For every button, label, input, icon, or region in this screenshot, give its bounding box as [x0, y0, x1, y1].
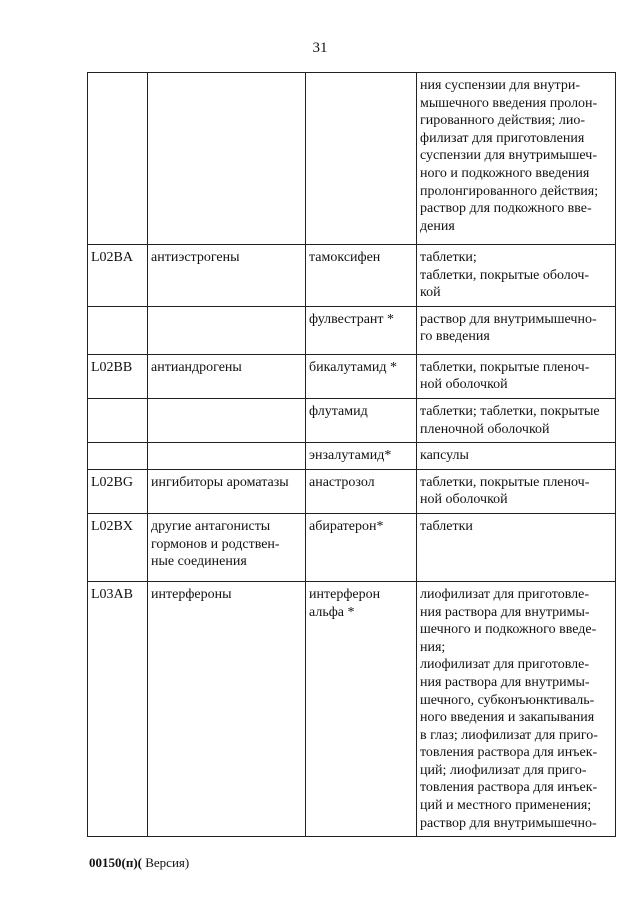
dosage-form-line: кой: [420, 285, 441, 301]
document-footer: [89, 855, 189, 871]
table-row: [88, 469, 616, 513]
drug-name-cell: интерферон альфа *: [306, 581, 417, 836]
footer-label: Версия): [141, 855, 190, 870]
atc-code-cell: L03AB: [88, 581, 148, 836]
dosage-forms-cell: [417, 245, 616, 307]
group-name-cell: ингибиторы ароматазы: [148, 469, 306, 513]
table-row: [88, 513, 616, 581]
group-name-cell: другие антагонисты гормонов и родствен-ные соединения: [148, 513, 306, 581]
group-name-cell: [148, 398, 306, 442]
dosage-form-line: ций и местного применения;: [420, 798, 592, 814]
drug-name-cell: флутамид: [306, 398, 417, 442]
dosage-form-line: раствор для подкожного вве-: [420, 201, 592, 217]
dosage-forms-cell: [417, 513, 616, 581]
dosage-form-line: суспензии для внутримышеч-: [420, 148, 598, 164]
group-name-cell: [148, 73, 306, 245]
dosage-form-line: ния;: [420, 639, 446, 655]
dosage-form-line: ния раствора для внутримы-: [420, 674, 590, 690]
dosage-form-line: ного и подкожного введения: [420, 165, 590, 181]
dosage-form-line: таблетки; таблетки, покрытые: [420, 403, 600, 419]
dosage-forms-cell: [417, 398, 616, 442]
group-name-cell: антиэстрогены: [148, 245, 306, 307]
page-number: 31: [312, 40, 328, 56]
dosage-form-line: таблетки, покрытые оболоч-: [420, 267, 590, 283]
dosage-form-line: лиофилизат для приготовле-: [420, 586, 589, 602]
drug-name-cell: бикалутамид *: [306, 354, 417, 398]
dosage-forms-cell: [417, 354, 616, 398]
dosage-form-line: ного введения и закапывания: [420, 710, 595, 726]
dosage-form-line: таблетки: [420, 518, 473, 534]
dosage-form-line: раствор для внутримышечно-: [420, 815, 597, 831]
table-row: [88, 245, 616, 307]
drug-name-cell: [306, 73, 417, 245]
dosage-form-line: таблетки, покрытые пленоч-: [420, 474, 590, 490]
dosage-form-line: таблетки, покрытые пленоч-: [420, 359, 590, 375]
atc-code-cell: L02BA: [88, 245, 148, 307]
table-row: [88, 73, 616, 245]
dosage-form-line: шечного и подкожного введе-: [420, 622, 597, 638]
dosage-form-line: гированного действия; лио-: [420, 113, 585, 129]
dosage-form-line: капсулы: [420, 448, 469, 464]
drug-table: [87, 72, 616, 837]
dosage-form-line: филизат для приготовления: [420, 130, 585, 146]
footer-code: 00150(п)(: [89, 855, 142, 870]
dosage-form-line: в глаз; лиофилизат для приго-: [420, 727, 598, 743]
atc-code-cell: [88, 306, 148, 354]
dosage-form-line: мышечного введения пролон-: [420, 95, 598, 111]
dosage-form-line: товления раствора для инъек-: [420, 745, 598, 761]
atc-code-cell: [88, 73, 148, 245]
group-name-cell: интерфероны: [148, 581, 306, 836]
dosage-form-line: товления раствора для инъек-: [420, 780, 598, 796]
dosage-forms-cell: [417, 306, 616, 354]
table-row: [88, 581, 616, 836]
group-name-cell: [148, 443, 306, 470]
atc-code-cell: [88, 398, 148, 442]
dosage-form-line: лиофилизат для приготовле-: [420, 657, 589, 673]
dosage-form-line: го введения: [420, 329, 490, 345]
drug-name-cell: фулвестрант *: [306, 306, 417, 354]
drug-name-cell: энзалутамид*: [306, 443, 417, 470]
dosage-form-line: пленочной оболочкой: [420, 421, 550, 437]
atc-code-cell: [88, 443, 148, 470]
table-row: [88, 306, 616, 354]
dosage-form-line: шечного, субконъюнктиваль-: [420, 692, 595, 708]
drug-name-cell: тамоксифен: [306, 245, 417, 307]
dosage-form-line: ной оболочкой: [420, 377, 508, 393]
table-row: [88, 398, 616, 442]
drug-name-cell: анастрозол: [306, 469, 417, 513]
table-row: [88, 443, 616, 470]
dosage-forms-cell: [417, 581, 616, 836]
drug-name-cell: абиратерон*: [306, 513, 417, 581]
dosage-form-line: дения: [420, 218, 455, 234]
table-row: [88, 354, 616, 398]
group-name-cell: [148, 306, 306, 354]
atc-code-cell: L02BB: [88, 354, 148, 398]
dosage-form-line: пролонгированного действия;: [420, 183, 599, 199]
dosage-forms-cell: [417, 73, 616, 245]
atc-code-cell: L02BG: [88, 469, 148, 513]
dosage-forms-cell: [417, 443, 616, 470]
dosage-form-line: ной оболочкой: [420, 492, 508, 508]
dosage-form-line: ния суспензии для внутри-: [420, 78, 580, 93]
dosage-form-line: ций; лиофилизат для приго-: [420, 762, 587, 778]
group-name-cell: антиандрогены: [148, 354, 306, 398]
atc-code-cell: L02BX: [88, 513, 148, 581]
dosage-form-line: таблетки;: [420, 250, 477, 265]
dosage-form-line: ния раствора для внутримы-: [420, 604, 590, 620]
dosage-forms-cell: [417, 469, 616, 513]
dosage-form-line: раствор для внутримышечно-: [420, 311, 597, 327]
